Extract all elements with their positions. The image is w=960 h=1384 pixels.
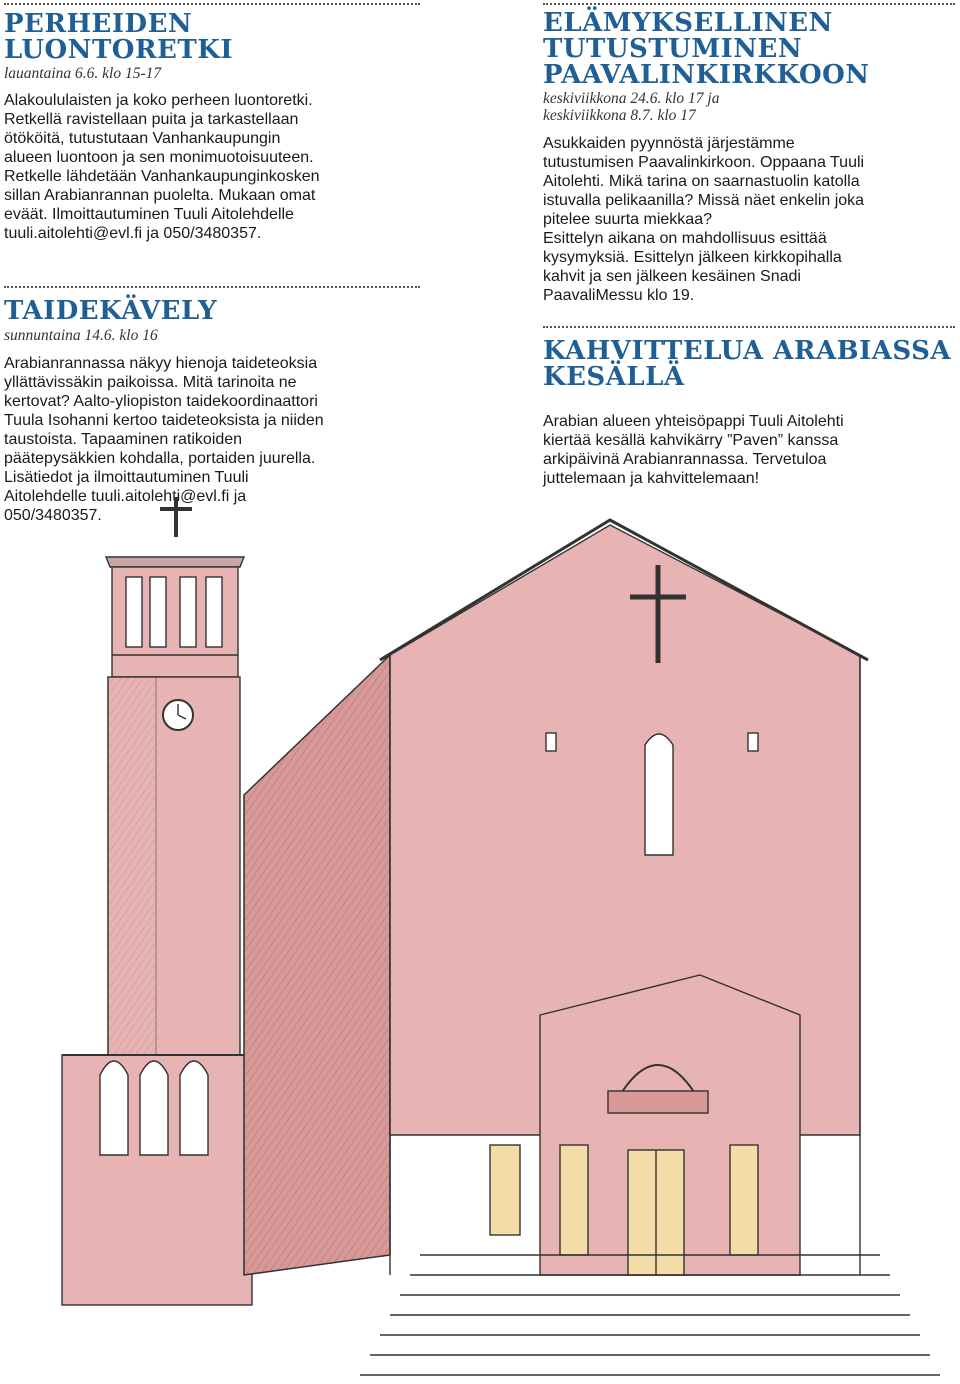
side-building (62, 1055, 252, 1305)
event-taidekavely (4, 288, 420, 525)
right-column (543, 0, 955, 488)
left-column (4, 0, 420, 525)
event-description: Arabianrannassa näkyy hienoja taideteoksia yllättävissäkin paikoissa. Mitä tarinoita ne kertovat? Aalto-yliopiston taidekoordinaattori Tuula Isohanni kertoo taideteoksista ja niiden taustoista. Tapaaminen ratikoiden päätepysäkkien kohdalla, portaiden juurella. Lisätiedot ja ilmoittautuminen Tuuli Aitolehdelle tuuli.aitolehti@evl.fi ja 050/3480357. (4, 355, 324, 524)
event-date: lauantaina 6.6. klo 15-17 (4, 65, 162, 82)
event-paavalinkirkko (543, 5, 955, 305)
event-title: ELÄMYKSELLINEN TUTUSTUMINEN PAAVALINKIRKKOON (543, 8, 870, 90)
event-kahvittelua (543, 328, 955, 488)
clock-icon (163, 700, 193, 730)
event-description: Arabian alueen yhteisöpappi Tuuli Aitolehti kiertää kesällä kahvikärry ”Paven” kanssa arkipäivinä Arabianrannassa. Tervetuloa juttelemaan ja kahvittelemaan! (543, 413, 844, 487)
event-title: PERHEIDEN LUONTORETKI (4, 9, 233, 65)
tower-cross (160, 497, 192, 537)
nave-side-wall (244, 655, 390, 1275)
tower-shaft (108, 677, 240, 1097)
church-illustration (0, 495, 960, 1384)
event-date: sunnuntaina 14.6. klo 16 (4, 327, 158, 344)
event-title: TAIDEKÄVELY (4, 296, 218, 326)
event-title: KAHVITTELUA ARABIASSA KESÄLLÄ (543, 336, 952, 392)
tower-belfry (106, 557, 244, 677)
event-description: Asukkaiden pyynnöstä järjestämme tutustumisen Paavalinkirkoon. Oppaana Tuuli Aitolehti. Mikä tarina on saarnastuolin katolla istuvalla pelikaanilla? Missä näet enkelin joka pitelee suurta miekkaa? Esittelyn aikana on mahdollisuus esittää kysymyksiä. Esittelyn jälkeen kirkkopihalla kahvit ja sen jälkeen kesäinen Snadi PaavaliMessu klo 19. (543, 135, 865, 304)
event-date: keskiviikkona 24.6. klo 17 ja keskiviikkona 8.7. klo 17 (543, 90, 720, 124)
event-perheiden-luontoretki (4, 5, 420, 243)
event-description: Alakoululaisten ja koko perheen luontoretki. Retkellä ravistellaan puita ja tarkastellaan ötököitä, tutustutaan Vanhankaupungin alueen luontoon ja sen monimuotoisuuteen. Retkelle lähdetään Vanhankaupunginkosken sillan Arabianrannan puolelta. Mukaan omat eväät. Ilmoittautuminen Tuuli Aitolehdelle tuuli.aitolehti@evl.fi ja 050/3480357. (4, 92, 320, 242)
